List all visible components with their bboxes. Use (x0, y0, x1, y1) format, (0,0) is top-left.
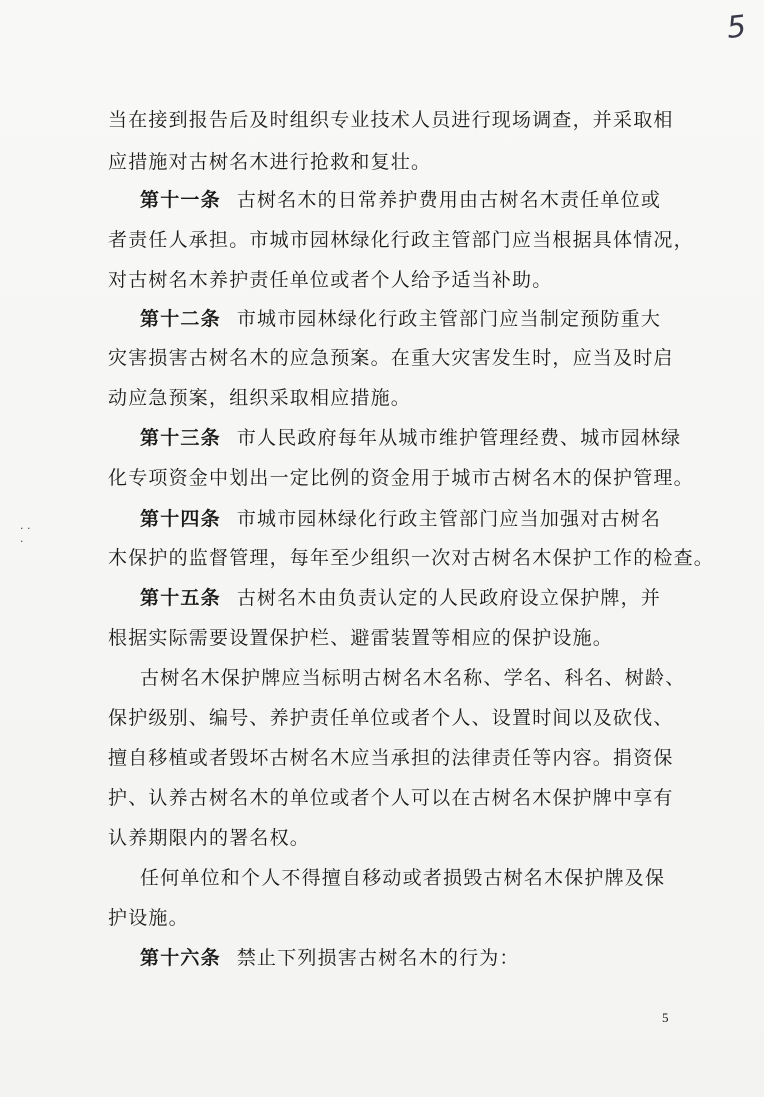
article-16: 第十六条 禁止下列损害古树名木的行为： (140, 947, 520, 969)
article-heading: 第十六条 (140, 947, 221, 969)
article-15: 第十五条 古树名木由负责认定的人民政府设立保护牌，并 (140, 587, 662, 609)
binding-mark: · · · (20, 522, 31, 548)
text-line: 当在接到报告后及时组织专业技术人员进行现场调查，并采取相 (108, 109, 674, 131)
article-14: 第十四条 市城市园林绿化行政主管部门应当加强对古树名 (140, 508, 662, 530)
article-heading: 第十五条 (140, 587, 221, 609)
text-line: 擅自移植或者毁坏古树名木应当承担的法律责任等内容。捐资保 (108, 747, 674, 769)
article-11: 第十一条 古树名木的日常养护费用由古树名木责任单位或 (140, 189, 662, 211)
handwritten-page-number: 5 (725, 9, 748, 46)
text-line: 木保护的监督管理，每年至少组织一次对古树名木保护工作的检查。 (108, 547, 715, 569)
text-line: 灾害损害古树名木的应急预案。在重大灾害发生时，应当及时启 (108, 347, 674, 369)
text-line: 古树名木保护牌应当标明古树名木名称、学名、科名、树龄、 (140, 667, 686, 689)
article-heading: 第十三条 (140, 427, 221, 449)
text-line: 对古树名木养护责任单位或者个人给予适当补助。 (108, 269, 553, 291)
text-line: 任何单位和个人不得擅自移动或者损毁古树名木保护牌及保 (140, 867, 666, 889)
text-line: 根据实际需要设置保护栏、避雷装置等相应的保护设施。 (108, 627, 614, 649)
text-line: 认养期限内的署名权。 (108, 827, 311, 849)
text-line: 应措施对古树名木进行抢救和复壮。 (108, 151, 432, 173)
article-13: 第十三条 市人民政府每年从城市维护管理经费、城市园林绿 (140, 427, 682, 449)
text-line: 护设施。 (108, 907, 189, 929)
text-line: 者责任人承担。市城市园林绿化行政主管部门应当根据具体情况， (108, 229, 694, 251)
text-line: 保护级别、编号、养护责任单位或者个人、设置时间以及砍伐、 (108, 707, 674, 729)
text-line: 化专项资金中划出一定比例的资金用于城市古树名木的保护管理。 (108, 467, 694, 489)
article-heading: 第十一条 (140, 189, 221, 211)
article-heading: 第十二条 (140, 308, 221, 330)
page-number: 5 (662, 1010, 669, 1025)
article-heading: 第十四条 (140, 508, 221, 530)
text-line: 护、认养古树名木的单位或者个人可以在古树名木保护牌中享有 (108, 787, 674, 809)
article-12: 第十二条 市城市园林绿化行政主管部门应当制定预防重大 (140, 308, 662, 330)
text-line: 动应急预案，组织采取相应措施。 (108, 387, 412, 409)
